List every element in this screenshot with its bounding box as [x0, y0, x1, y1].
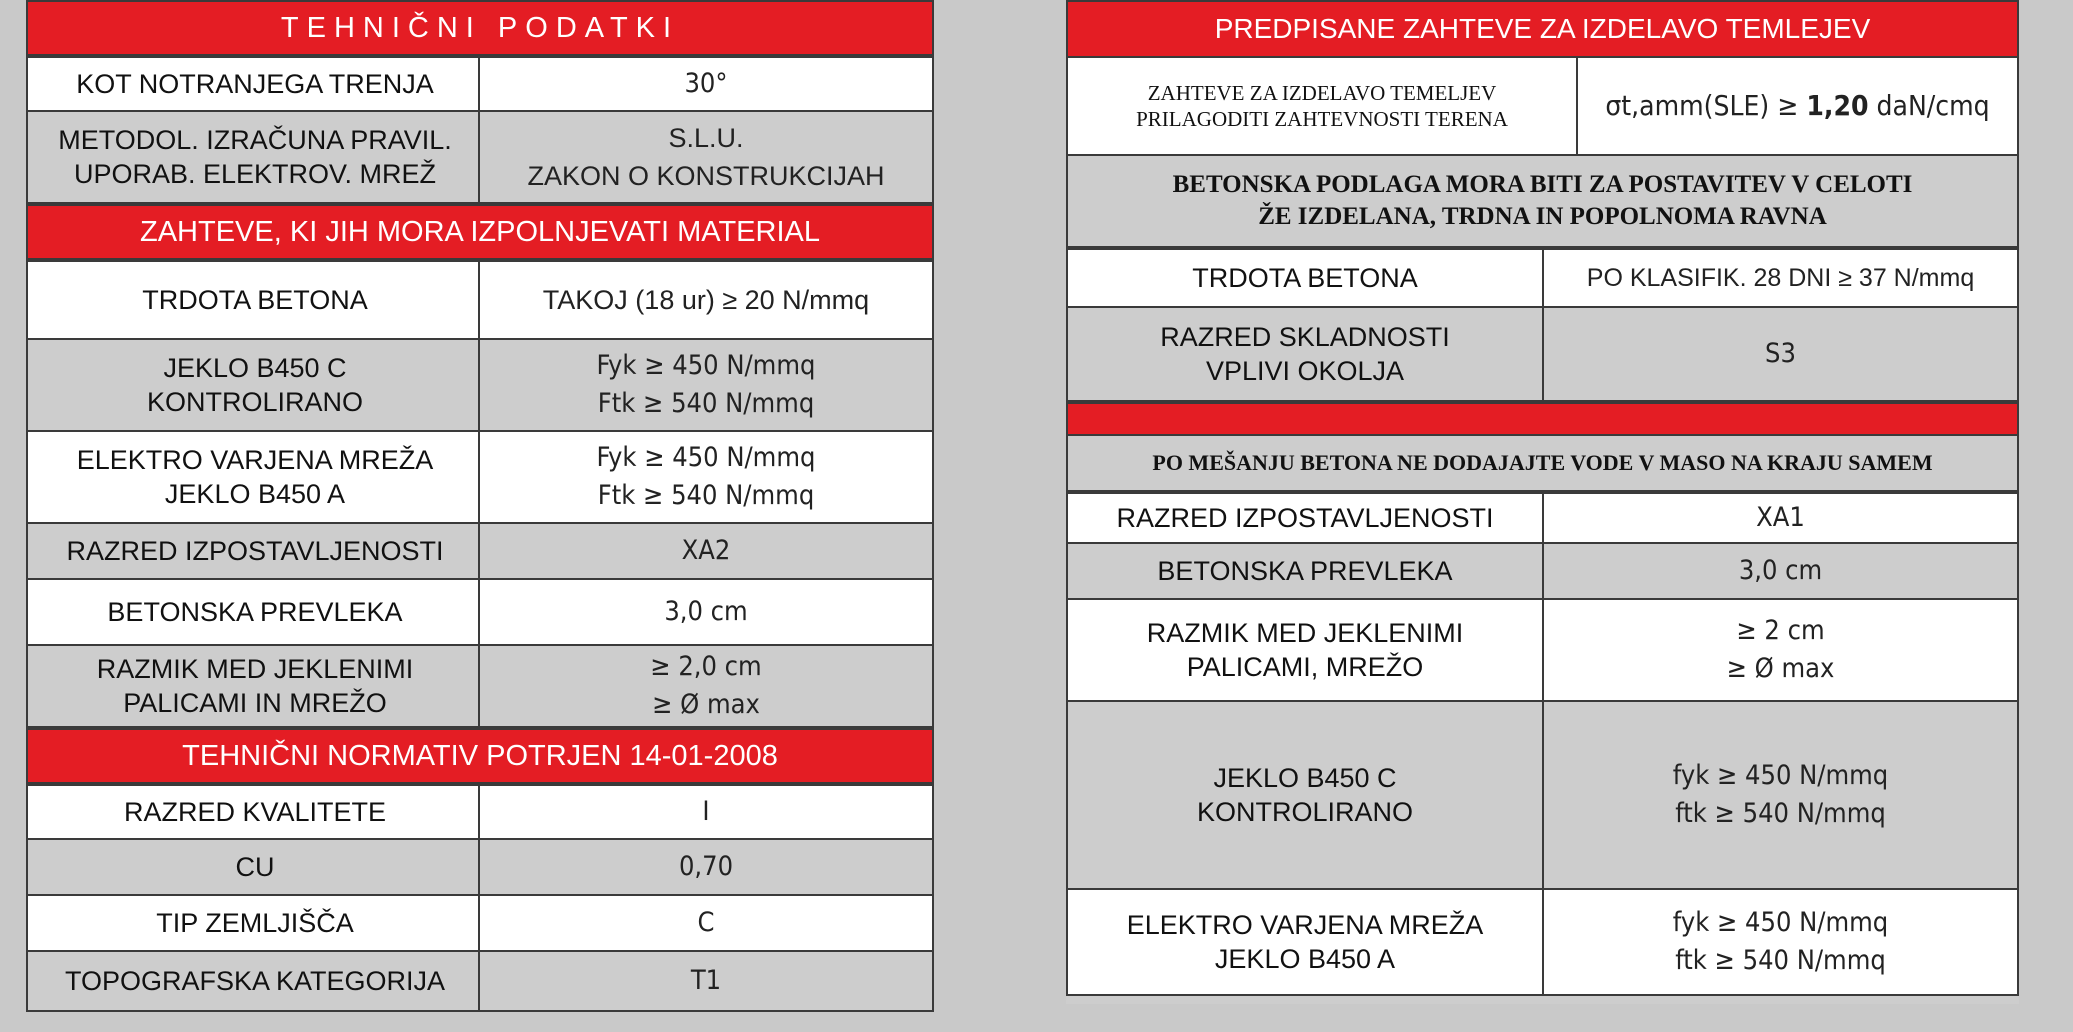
steel-value: 3,0 cm	[1738, 555, 1823, 586]
technical-norm-header: TEHNIČNI NORMATIV POTRJEN 14-01-2008	[26, 728, 934, 784]
material-value: XA2	[681, 535, 731, 566]
steel-value: ≥ 2 cm ≥ Ø max	[1726, 615, 1835, 684]
foundation-requirements-title: PREDPISANE ZAHTEVE ZA IZDELAVO TEMLEJEV	[1066, 0, 2019, 58]
steel-label: BETONSKA PREVLEKA	[1157, 556, 1453, 586]
material-requirements-header: ZAHTEVE, KI JIH MORA IZPOLNJEVATI MATERIAL	[26, 204, 934, 260]
no-water-note: PO MEŠANJU BETONA NE DODAJAJTE VODE V MASO NA KRAJU SAMEM	[1066, 436, 2019, 492]
material-label: TRDOTA BETONA	[142, 285, 368, 315]
norm-row	[26, 840, 934, 896]
concrete-row	[1066, 248, 2019, 308]
norm-row	[26, 784, 934, 840]
foundation-requirement-label: ZAHTEVE ZA IZDELAVO TEMELJEV PRILAGODITI ZAHTEVNOSTI TERENA	[1136, 81, 1508, 131]
norm-value: I	[702, 796, 710, 827]
concrete-value: PO KLASIFIK. 28 DNI ≥ 37 N/mmq	[1586, 264, 1975, 292]
norm-row	[26, 896, 934, 952]
foundation-requirement-row	[1066, 58, 2019, 156]
norm-label: TIP ZEMLJIŠČA	[156, 908, 354, 938]
tech-data-label: KOT NOTRANJEGA TRENJA	[76, 69, 434, 99]
concrete-label: RAZRED SKLADNOSTI VPLIVI OKOLJA	[1160, 322, 1450, 386]
norm-value: 0,70	[678, 851, 734, 882]
material-label: ELEKTRO VARJENA MREŽA JEKLO B450 A	[76, 445, 434, 509]
steel-row	[1066, 544, 2019, 600]
material-row	[26, 432, 934, 524]
steel-label: RAZMIK MED JEKLENIMI PALICAMI, MREŽO	[1146, 618, 1464, 682]
material-value: ≥ 2,0 cm ≥ Ø max	[650, 651, 762, 720]
steel-row	[1066, 890, 2019, 996]
steel-row	[1066, 492, 2019, 544]
concrete-row	[1066, 308, 2019, 402]
material-value: 3,0 cm	[664, 596, 748, 627]
material-row	[26, 340, 934, 432]
norm-row	[26, 952, 934, 1012]
steel-value: XA1	[1756, 502, 1805, 533]
tech-data-label: METODOL. IZRAČUNA PRAVIL. UPORAB. ELEKTROV. MREŽ	[58, 125, 452, 189]
steel-label: RAZRED IZPOSTAVLJENOSTI	[1116, 503, 1494, 533]
material-row	[26, 260, 934, 340]
concrete-base-note: BETONSKA PODLAGA MORA BITI ZA POSTAVITEV V CELOTI ŽE IZDELANA, TRDNA IN POPOLNOMA RAVNA	[1066, 156, 2019, 248]
material-value: Fyk ≥ 450 N/mmq Ftk ≥ 540 N/mmq	[596, 350, 816, 419]
material-row	[26, 580, 934, 646]
tech-data-value: 30°	[684, 68, 728, 99]
material-label: BETONSKA PREVLEKA	[107, 597, 403, 627]
concrete-label: TRDOTA BETONA	[1192, 263, 1418, 293]
steel-label: JEKLO B450 C KONTROLIRANO	[1196, 763, 1414, 827]
tech-data-value: S.L.U. ZAKON O KONSTRUKCIJAH	[527, 123, 885, 191]
steel-value: fyk ≥ 450 N/mmq ftk ≥ 540 N/mmq	[1672, 760, 1889, 829]
foundation-requirements-panel	[1066, 0, 2019, 1004]
tech-data-row	[26, 112, 934, 204]
norm-label: RAZRED KVALITETE	[123, 797, 387, 827]
material-value: Fyk ≥ 450 N/mmq Ftk ≥ 540 N/mmq	[596, 442, 816, 511]
steel-row	[1066, 702, 2019, 890]
norm-value: T1	[690, 965, 722, 996]
norm-label: CU	[235, 852, 275, 882]
concrete-value: S3	[1765, 338, 1796, 369]
material-row	[26, 646, 934, 728]
technical-data-panel	[26, 0, 934, 1012]
material-label: JEKLO B450 C KONTROLIRANO	[146, 353, 364, 417]
material-row	[26, 524, 934, 580]
steel-row	[1066, 600, 2019, 702]
material-value: TAKOJ (18 ur) ≥ 20 N/mmq	[542, 285, 870, 315]
technical-data-title: TEHNIČNI PODATKI	[26, 0, 934, 56]
material-label: RAZMIK MED JEKLENIMI PALICAMI IN MREŽO	[96, 654, 414, 718]
steel-label: ELEKTRO VARJENA MREŽA JEKLO B450 A	[1126, 910, 1484, 974]
norm-value: C	[697, 907, 715, 938]
soil-bearing-value: σt,amm(SLE) ≥ 1,20 daN/cmq	[1605, 89, 1990, 122]
red-divider-bar	[1066, 402, 2019, 436]
material-label: RAZRED IZPOSTAVLJENOSTI	[66, 536, 444, 566]
tech-data-row	[26, 56, 934, 112]
steel-value: fyk ≥ 450 N/mmq ftk ≥ 540 N/mmq	[1672, 907, 1889, 976]
norm-label: TOPOGRAFSKA KATEGORIJA	[64, 966, 446, 996]
